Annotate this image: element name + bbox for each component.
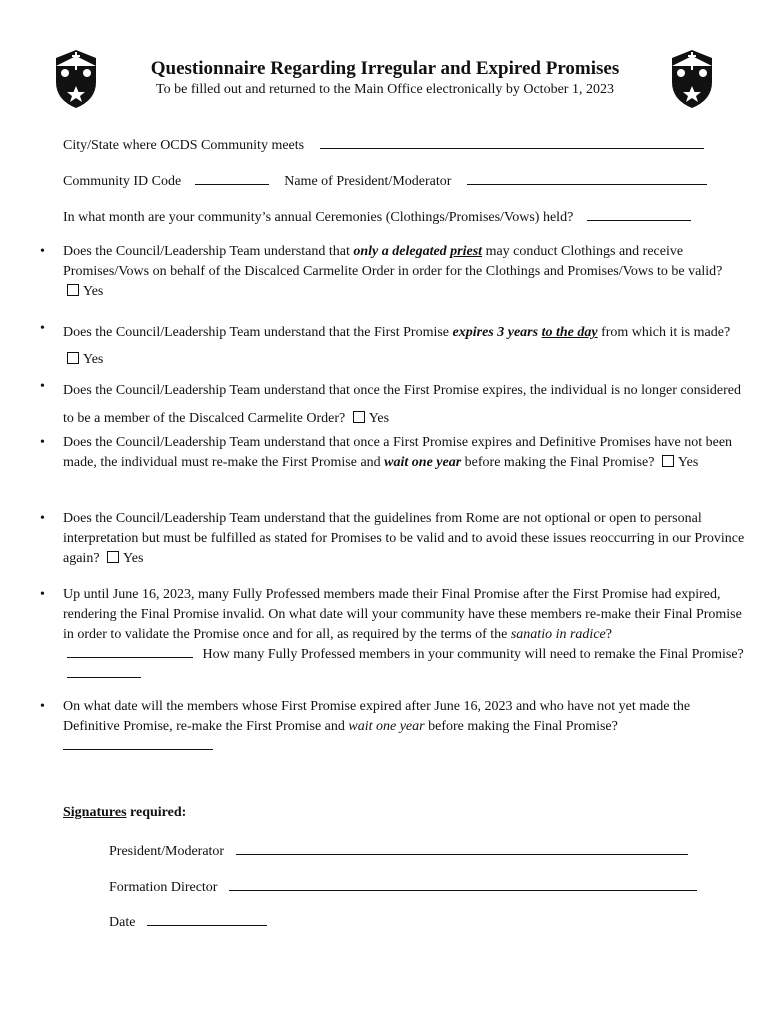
president-signature-row bbox=[109, 842, 688, 860]
page-subtitle: To be filled out and returned to the Main Office electronically by October 1, 2023 bbox=[156, 82, 614, 97]
ceremonies-month-label: In what month are your community’s annual Ceremonies (Clothings/Promises/Vows) held? bbox=[63, 210, 574, 225]
question-3: • Does the Council/Leadership Team understand that once the First Promise expires, the individual is no longer considered to be a member of the Discalced Carmelite Order? Yes bbox=[40, 379, 741, 426]
q3-yes-label: Yes bbox=[368, 411, 390, 426]
q2-yes-label: Yes bbox=[83, 352, 104, 367]
formation-signature-label: Formation Director bbox=[109, 880, 218, 895]
community-id-row bbox=[63, 172, 707, 190]
q2-yes-checkbox[interactable] bbox=[67, 352, 79, 364]
ceremonies-row bbox=[63, 208, 691, 226]
president-name-field[interactable] bbox=[467, 172, 707, 185]
community-id-label: Community ID Code bbox=[63, 174, 182, 189]
community-id-field[interactable] bbox=[195, 172, 269, 185]
city-state-label: City/State where OCDS Community meets bbox=[63, 138, 305, 153]
q4-yes-label: Yes bbox=[677, 455, 699, 470]
president-signature-field[interactable] bbox=[236, 842, 688, 855]
question-5: • Does the Council/Leadership Team understand that the guidelines from Rome are not optional or open to personal interpretation but must be fulfilled as stated for Promises to be valid and to avoid these issues reoccurring in our Province again? Yes bbox=[40, 511, 745, 566]
president-signature-label: President/Moderator bbox=[109, 844, 225, 859]
date-signature-row bbox=[109, 913, 267, 931]
question-4: • Does the Council/Leadership Team understand that once a First Promise expires and Definitive Promises have not been made, the individual must re-make the First Promise and wait one year before making the Final Promise? Yes bbox=[40, 435, 733, 470]
president-name-label: Name of President/Moderator bbox=[284, 174, 452, 189]
q6-date-field[interactable] bbox=[67, 645, 193, 658]
q1-yes-label: Yes bbox=[83, 284, 104, 299]
q5-yes-checkbox[interactable] bbox=[107, 551, 119, 563]
question-7: • On what date will the members whose First Promise expired after June 16, 2023 and who have not yet made the Definitive Promise, re-make the First Promise and wait one year before making the Final Promise? bbox=[40, 697, 745, 757]
question-6: • Up until June 16, 2023, many Fully Professed members made their Final Promise after the First Promise had expired, rendering the Final Promise invalid. On what date will your community have these members re-make their Final Promise in order to validate the Promise once and for all, as required by the terms of the sanatio in radice? How many Fully Professed members in your community will need to remake the Final Promise? bbox=[40, 585, 745, 685]
signatures-heading: Signatures required: bbox=[63, 805, 187, 820]
q7-date-field[interactable] bbox=[63, 737, 213, 750]
city-state-row bbox=[63, 136, 704, 154]
q3-yes-checkbox[interactable] bbox=[353, 411, 365, 423]
question-1: • Does the Council/Leadership Team understand that only a delegated priest may conduct Clothings and receive Promises/Vows on behalf of the Discalced Carmelite Order in order for the Clothings and Promises/Vows to be valid? Yes bbox=[40, 244, 723, 299]
formation-signature-field[interactable] bbox=[229, 878, 697, 891]
city-state-field[interactable] bbox=[320, 136, 704, 149]
date-signature-label: Date bbox=[109, 915, 136, 930]
formation-signature-row bbox=[109, 878, 697, 896]
q1-yes-checkbox[interactable] bbox=[67, 284, 79, 296]
ceremonies-month-field[interactable] bbox=[587, 208, 691, 221]
page-title: Questionnaire Regarding Irregular and Expired Promises bbox=[150, 58, 620, 79]
q5-yes-label: Yes bbox=[123, 551, 144, 566]
question-2: • Does the Council/Leadership Team understand that the First Promise expires 3 years to the day from which it is made? Yes bbox=[40, 321, 731, 367]
q4-yes-checkbox[interactable] bbox=[662, 455, 674, 467]
date-signature-field[interactable] bbox=[147, 913, 267, 926]
q6-count-field[interactable] bbox=[67, 665, 141, 678]
